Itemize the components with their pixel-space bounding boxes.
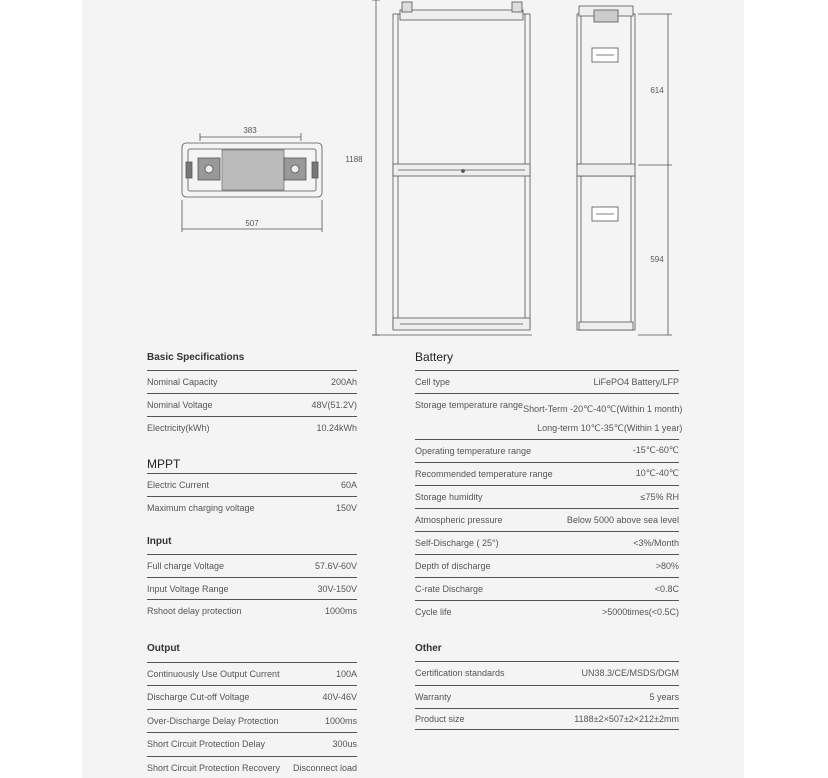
table-row: Atmospheric pressure Below 5000 above sea level (415, 508, 679, 530)
table-row: Depth of discharge >80% (415, 554, 679, 576)
table-row: Electric Current 60A (147, 473, 357, 495)
input-title: Input (147, 536, 172, 547)
dim-lower-module: 594 (650, 255, 664, 264)
dim-upper-module: 614 (650, 86, 664, 95)
table-row: Product size 1188±2×507±2×212±2mm (415, 708, 679, 730)
front-view (372, 0, 532, 335)
table-row: Input Voltage Range 30V-150V (147, 577, 357, 599)
table-row: Over-Discharge Delay Protection 1000ms (147, 709, 357, 731)
side-view (577, 6, 672, 335)
table-row: Continuously Use Output Current 100A (147, 662, 357, 684)
table-row: Operating temperature range -15℃-60℃ (415, 439, 679, 461)
technical-drawing (82, 0, 744, 345)
table-row: Warranty 5 years (415, 685, 679, 707)
other-title: Other (415, 643, 442, 654)
table-row: C-rate Discharge <0.8C (415, 577, 679, 599)
table-row: Short Circuit Protection Recovery Disconnect load (147, 756, 357, 778)
table-row: Certification standards UN38.3/CE/MSDS/DGM (415, 661, 679, 683)
table-row: Nominal Capacity 200Ah (147, 370, 357, 392)
dim-top-depth: 507 (245, 219, 259, 228)
table-row: Cycle life >5000times(<0.5C) (415, 600, 679, 622)
table-row: Recommended temperature range 10℃-40℃ (415, 462, 679, 484)
basic-specs-title: Basic Specifications (147, 352, 245, 363)
battery-title: Battery (415, 350, 454, 364)
table-row: Self-Discharge ( 25°) <3%/Month (415, 531, 679, 553)
output-title: Output (147, 643, 180, 654)
table-row: Short Circuit Protection Delay 300us (147, 732, 357, 754)
top-view (182, 133, 322, 232)
spec-sheet (82, 0, 744, 778)
table-row: Rshoot delay protection 1000ms (147, 599, 357, 621)
table-row: Maximum charging voltage 150V (147, 496, 357, 518)
table-row: Nominal Voltage 48V(51.2V) (147, 393, 357, 415)
mppt-title: MPPT (147, 457, 181, 471)
table-row: Discharge Cut-off Voltage 40V-46V (147, 685, 357, 707)
table-row: Full charge Voltage 57.6V-60V (147, 554, 357, 576)
dim-top-width: 383 (243, 126, 257, 135)
table-row: Cell type LiFePO4 Battery/LFP (415, 370, 679, 392)
table-row: Storage humidity ≤75% RH (415, 485, 679, 507)
table-row: Storage temperature range Short-Term -20℃-40℃(Within 1 month) Long-term 10℃-35℃(Within 1 year) (415, 393, 679, 437)
dim-height-total: 1188 (345, 155, 363, 164)
table-row: Electricity(kWh) 10.24kWh (147, 416, 357, 438)
